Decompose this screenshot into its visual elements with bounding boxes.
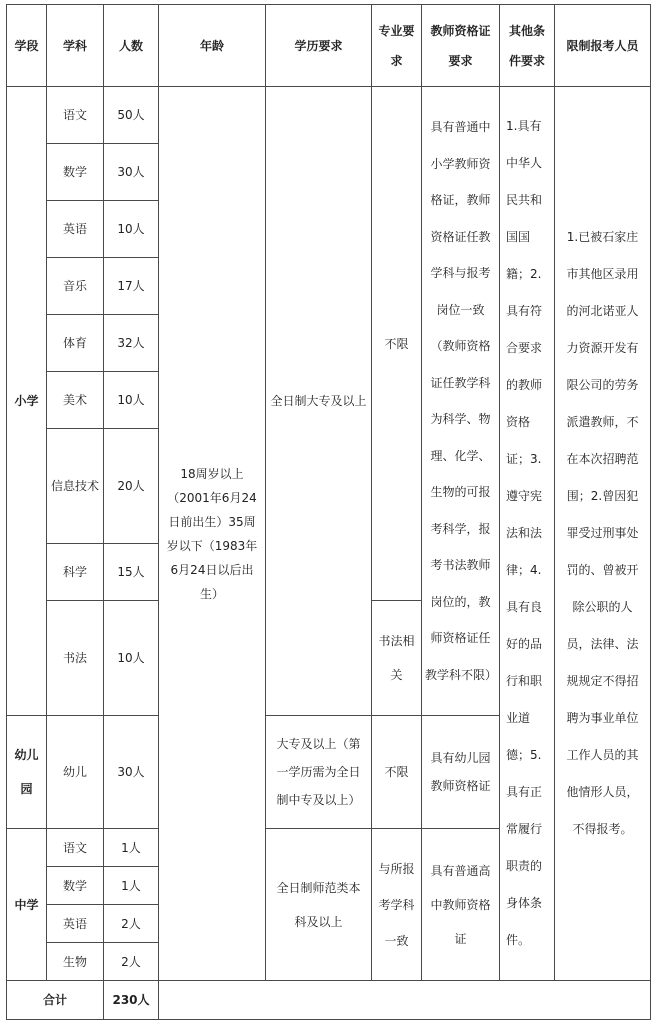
subject-cell: 音乐 xyxy=(47,258,104,315)
count-cell: 20人 xyxy=(104,429,159,544)
count-cell: 2人 xyxy=(104,943,159,981)
count-cell: 2人 xyxy=(104,905,159,943)
age-cell: 18周岁以上（2001年6月24日前出生）35周岁以下（1983年6月24日以后出生） xyxy=(159,87,266,981)
header-row xyxy=(7,5,651,87)
certificate-kindergarten: 具有幼儿园教师资格证 xyxy=(422,716,500,829)
subject-cell: 书法 xyxy=(47,601,104,716)
certificate-middle: 具有普通高中教师资格证 xyxy=(422,829,500,981)
count-cell: 1人 xyxy=(104,867,159,905)
header-count: 人数 xyxy=(104,5,159,87)
subject-cell: 生物 xyxy=(47,943,104,981)
subject-cell: 幼儿 xyxy=(47,716,104,829)
subject-cell: 信息技术 xyxy=(47,429,104,544)
header-other: 其他条件要求 xyxy=(500,5,555,87)
count-cell: 50人 xyxy=(104,87,159,144)
subject-cell: 英语 xyxy=(47,905,104,943)
stage-primary: 小学 xyxy=(7,87,47,716)
total-count: 230人 xyxy=(104,981,159,1020)
header-major: 专业要求 xyxy=(372,5,422,87)
subject-cell: 语文 xyxy=(47,829,104,867)
count-cell: 10人 xyxy=(104,372,159,429)
recruitment-table xyxy=(6,4,651,1020)
count-cell: 15人 xyxy=(104,544,159,601)
subject-cell: 体育 xyxy=(47,315,104,372)
major-kindergarten: 不限 xyxy=(372,716,422,829)
table-row xyxy=(7,87,651,144)
subject-cell: 美术 xyxy=(47,372,104,429)
subject-cell: 数学 xyxy=(47,867,104,905)
subject-cell: 英语 xyxy=(47,201,104,258)
count-cell: 30人 xyxy=(104,144,159,201)
subject-cell: 科学 xyxy=(47,544,104,601)
header-restricted: 限制报考人员 xyxy=(555,5,651,87)
stage-middle: 中学 xyxy=(7,829,47,981)
count-cell: 1人 xyxy=(104,829,159,867)
header-subject: 学科 xyxy=(47,5,104,87)
education-middle: 全日制师范类本科及以上 xyxy=(266,829,372,981)
major-calligraphy: 书法相关 xyxy=(372,601,422,716)
total-row xyxy=(7,981,651,1020)
total-blank xyxy=(159,981,651,1020)
header-education: 学历要求 xyxy=(266,5,372,87)
restricted-cell: 1.已被石家庄市其他区录用的河北诺亚人力资源开发有限公司的劳务派遣教师，不在本次招聘范围；2.曾因犯罪受过刑事处罚的、曾被开除公职的人员，法律、法规规定不得招聘为事业单位工作人员的其他情形人员，不得报考。 xyxy=(555,87,651,981)
header-age: 年龄 xyxy=(159,5,266,87)
subject-cell: 数学 xyxy=(47,144,104,201)
subject-cell: 语文 xyxy=(47,87,104,144)
stage-kindergarten: 幼儿园 xyxy=(7,716,47,829)
education-primary: 全日制大专及以上 xyxy=(266,87,372,716)
header-stage: 学段 xyxy=(7,5,47,87)
count-cell: 10人 xyxy=(104,601,159,716)
count-cell: 32人 xyxy=(104,315,159,372)
header-certificate: 教师资格证要求 xyxy=(422,5,500,87)
education-kindergarten: 大专及以上（第一学历需为全日制中专及以上） xyxy=(266,716,372,829)
major-middle: 与所报考学科一致 xyxy=(372,829,422,981)
certificate-primary: 具有普通中小学教师资格证，教师资格证任教学科与报考岗位一致（教师资格证任教学科为科学、物理、化学、生物的可报考科学，报考书法教师岗位的，教师资格证任教学科不限） xyxy=(422,87,500,716)
other-conditions-cell: 1.具有中华人民共和国国籍；2.具有符合要求的教师资格证；3.遵守宪法和法律；4.具有良好的品行和职业道德；5.具有正常履行职责的身体条件。 xyxy=(500,87,555,981)
count-cell: 17人 xyxy=(104,258,159,315)
count-cell: 30人 xyxy=(104,716,159,829)
major-primary: 不限 xyxy=(372,87,422,601)
count-cell: 10人 xyxy=(104,201,159,258)
total-label: 合计 xyxy=(7,981,104,1020)
